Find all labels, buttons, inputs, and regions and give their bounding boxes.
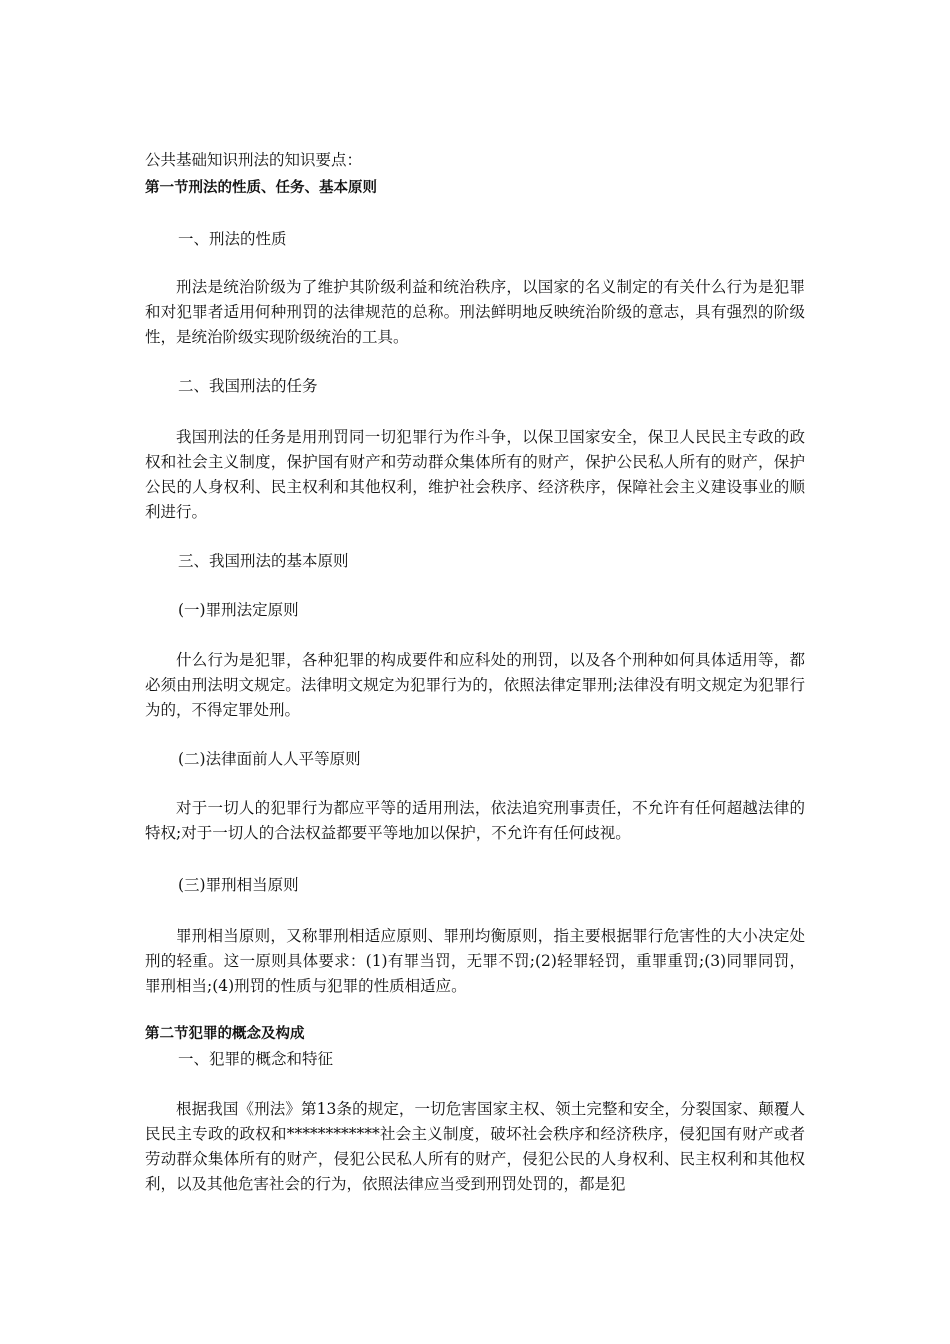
principle-item-equality: (二)法律面前人人平等原则	[178, 750, 361, 768]
principle-item-legality: (一)罪刑法定原则	[178, 601, 299, 619]
paragraph-equality: 对于一切人的犯罪行为都应平等的适用刑法，依法追究刑事责任，不允许有任何超越法律的特权;对于一切人的合法权益都要平等地加以保护，不允许有任何歧视。	[145, 799, 805, 842]
section1-subheading-tasks: 二、我国刑法的任务	[178, 377, 318, 395]
paragraph-legality: 什么行为是犯罪，各种犯罪的构成要件和应科处的刑罚，以及各个刑种如何具体适用等，都必须由刑法明文规定。法律明文规定为犯罪行为的，依照法律定罪刑;法律没有明文规定为犯罪行为的，不得定罪处刑。	[145, 651, 805, 719]
document-title: 公共基础知识刑法的知识要点：	[145, 151, 363, 169]
principle-item-proportionality: (三)罪刑相当原则	[178, 876, 299, 894]
section1-subheading-nature: 一、刑法的性质	[178, 230, 287, 248]
section1-paragraph-nature: 刑法是统治阶级为了维护其阶级利益和统治秩序，以国家的名义制定的有关什么行为是犯罪和对犯罪者适用何种刑罚的法律规范的总称。刑法鲜明地反映统治阶级的意志，具有强烈的阶级性，是统治阶级实现阶级统治的工具。	[145, 278, 805, 346]
section2-subheading-concept: 一、犯罪的概念和特征	[178, 1050, 334, 1068]
section2-heading: 第二节犯罪的概念及构成	[145, 1026, 305, 1042]
section1-subheading-principles: 三、我国刑法的基本原则	[178, 552, 349, 570]
section2-paragraph-concept: 根据我国《刑法》第13条的规定，一切危害国家主权、领土完整和安全，分裂国家、颠覆人民民主专政的政权和************社会主义制度，破坏社会秩序和经济秩序，侵犯国有财产或者劳动群众集体所有的财产，侵犯公民私人所有的财产，侵犯公民的人身权利、民主权利和其他权利，以及其他危害社会的行为，依照法律应当受到刑罚处罚的，都是犯	[145, 1100, 805, 1193]
section1-paragraph-tasks: 我国刑法的任务是用刑罚同一切犯罪行为作斗争，以保卫国家安全，保卫人民民主专政的政权和社会主义制度，保护国有财产和劳动群众集体所有的财产，保护公民私人所有的财产，保护公民的人身权利、民主权利和其他权利，维护社会秩序、经济秩序，保障社会主义建设事业的顺利进行。	[145, 428, 805, 521]
section1-heading: 第一节刑法的性质、任务、基本原则	[145, 180, 377, 196]
paragraph-proportionality: 罪刑相当原则，又称罪刑相适应原则、罪刑均衡原则，指主要根据罪行危害性的大小决定处刑的轻重。这一原则具体要求：(1)有罪当罚，无罪不罚;(2)轻罪轻罚，重罪重罚;(3)同罪同罚，罪刑相当;(4)刑罚的性质与犯罪的性质相适应。	[145, 927, 805, 995]
